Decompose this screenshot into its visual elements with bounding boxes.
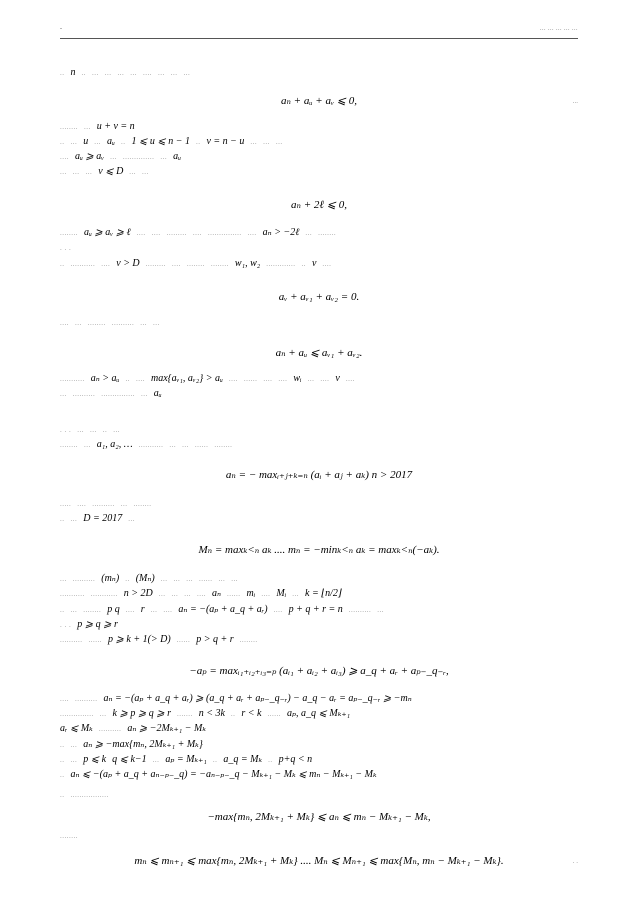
header-right: ... ... ... ... ... xyxy=(540,26,578,32)
text-fragment: ......... xyxy=(145,260,166,268)
inline-math: p+q < n xyxy=(278,754,313,765)
text-fragment: ... xyxy=(117,69,125,77)
text-fragment: ... xyxy=(70,606,78,614)
text-fragment: .... xyxy=(163,606,173,614)
text-fragment: .. xyxy=(212,756,218,764)
text-fragment: .... xyxy=(101,260,111,268)
text-fragment: .... xyxy=(345,375,355,383)
text-fragment: ... xyxy=(377,606,384,614)
text-fragment: ...... xyxy=(243,375,258,383)
text-fragment: ............... xyxy=(60,710,94,718)
text-line xyxy=(60,497,578,511)
text-fragment: .... xyxy=(171,260,181,268)
text-line xyxy=(60,512,578,526)
inline-math: n xyxy=(70,67,76,78)
text-fragment: .. xyxy=(60,515,65,523)
text-line xyxy=(60,829,578,843)
display-equation xyxy=(60,288,578,306)
text-fragment: . . . xyxy=(60,244,72,252)
inline-math: (mₙ) xyxy=(101,573,120,584)
inline-math: (Mₙ) xyxy=(135,573,155,584)
display-equation xyxy=(60,662,578,680)
text-line xyxy=(60,738,578,752)
text-fragment: .. xyxy=(120,138,126,146)
text-fragment: .. xyxy=(125,375,130,383)
text-fragment: ...... xyxy=(198,575,213,583)
header-rule xyxy=(60,38,578,39)
text-fragment: .... xyxy=(125,606,135,614)
display-equation xyxy=(60,808,578,826)
inline-math: aₙ ⩾ −2Mₖ₊₁ − Mₖ xyxy=(127,723,206,734)
text-fragment: . . . xyxy=(60,621,72,629)
text-fragment: .... xyxy=(278,375,288,383)
text-fragment: .... xyxy=(228,375,238,383)
text-fragment: ... xyxy=(140,319,147,327)
text-fragment: .... xyxy=(261,590,271,598)
text-fragment: ........... xyxy=(138,441,164,449)
inline-math: p q xyxy=(107,604,120,615)
text-fragment: .. xyxy=(60,69,65,77)
text-fragment: .... xyxy=(322,260,332,268)
inline-math: p ⩾ k + 1(> D) xyxy=(108,634,171,645)
text-fragment: ... xyxy=(84,123,91,131)
inline-math: aᵤ ⩾ aᵥ xyxy=(75,151,105,162)
equation-text: aₙ + 2ℓ ⩽ 0, xyxy=(291,199,347,211)
text-fragment: ........ xyxy=(83,606,102,614)
text-fragment: ... xyxy=(182,441,189,449)
inline-math: p > q + r xyxy=(196,634,234,645)
inline-math: r xyxy=(140,604,145,615)
equation-text: Mₙ = maxₖ<ₙ aₖ .... mₙ = −minₖ<ₙ aₖ = maxₖ<ₙ(−aₖ). xyxy=(198,544,440,556)
header-left: - xyxy=(60,26,62,32)
equation-text: aₙ + aᵤ ⩽ aᵥ₁ + aᵥ₂. xyxy=(275,347,363,359)
text-fragment: ....... xyxy=(176,710,193,718)
text-fragment: .......... xyxy=(348,606,372,614)
inline-math: a₁, a₂, … xyxy=(96,439,133,450)
text-line xyxy=(60,135,578,149)
text-fragment: . . . xyxy=(60,426,72,434)
text-fragment: ... xyxy=(186,575,193,583)
text-fragment: ... xyxy=(72,168,80,176)
text-fragment: ........ xyxy=(239,636,258,644)
inline-math: aₚ = Mₖ₊₁ xyxy=(165,754,207,765)
text-line xyxy=(60,753,578,767)
text-fragment: ... xyxy=(70,138,78,146)
display-equation xyxy=(60,541,578,559)
inline-math: aᵤ xyxy=(153,388,162,399)
inline-math: n > 2D xyxy=(123,588,153,599)
text-fragment: ... xyxy=(160,153,168,161)
text-fragment: .. xyxy=(230,710,236,718)
inline-math: k = ⌊n/2⌋ xyxy=(305,588,342,599)
text-fragment: ... xyxy=(75,319,82,327)
text-fragment: ........ xyxy=(186,260,205,268)
text-fragment: .... xyxy=(60,319,69,327)
text-fragment: ............... xyxy=(101,390,135,398)
inline-math: v ⩽ D xyxy=(98,166,124,177)
text-fragment: ... xyxy=(70,515,78,523)
text-fragment: .............. xyxy=(122,153,155,161)
text-fragment: ... xyxy=(70,756,78,764)
text-fragment: .... xyxy=(320,375,330,383)
text-fragment: ... xyxy=(231,575,238,583)
text-fragment: ... xyxy=(141,390,148,398)
text-fragment: ........ xyxy=(210,260,229,268)
text-line xyxy=(60,372,578,386)
inline-math: max{aᵥ₁, aᵥ₂} > aᵤ xyxy=(150,373,223,384)
text-line xyxy=(60,423,578,437)
inline-math: v xyxy=(335,373,340,384)
inline-math: 1 ⩽ u ⩽ n − 1 xyxy=(131,136,190,147)
text-line xyxy=(60,722,578,736)
text-fragment: .... xyxy=(192,229,202,237)
display-equation xyxy=(60,344,578,362)
text-fragment: .... xyxy=(135,375,145,383)
inline-math: r < k xyxy=(241,708,262,719)
text-fragment: .... xyxy=(263,375,273,383)
text-fragment: ... xyxy=(60,390,67,398)
text-fragment: .. xyxy=(60,741,65,749)
text-fragment: .. xyxy=(195,138,201,146)
text-line xyxy=(60,572,578,586)
inline-math: aₙ ⩽ −(aₚ + a_q + aₙ₋ₚ₋_q) = −aₙ₋ₚ₋_q − Mₖ₊₁ − Mₖ ⩽ mₙ − Mₖ₊₁ − Mₖ xyxy=(70,769,377,780)
text-fragment: .... xyxy=(143,69,152,77)
inline-math: p ⩽ k xyxy=(83,754,107,765)
equation-tag: . . xyxy=(572,857,578,865)
text-fragment: ..... xyxy=(60,500,72,508)
text-fragment: .... xyxy=(196,590,206,598)
inline-math: wᵢ xyxy=(293,373,302,384)
equation-text: −max{mₙ, 2Mₖ₊₁ + Mₖ} ⩽ aₙ ⩽ mₙ − Mₖ₊₁ − Mₖ, xyxy=(207,811,431,823)
text-fragment: .... xyxy=(151,229,161,237)
text-fragment: ...... xyxy=(227,590,241,598)
text-fragment: .......... xyxy=(98,725,122,733)
text-fragment: ...... xyxy=(267,710,281,718)
inline-math: aᵣ ⩽ Mₖ xyxy=(60,723,93,734)
text-fragment: ............... xyxy=(207,229,242,237)
text-line xyxy=(60,438,578,452)
text-fragment: ........ xyxy=(60,832,78,840)
text-fragment: ........ xyxy=(60,441,78,449)
inline-math: p + q + r = n xyxy=(288,604,343,615)
inline-math: v > D xyxy=(116,258,140,269)
text-line xyxy=(60,692,578,706)
inline-math: aₙ > −2ℓ xyxy=(262,227,300,238)
text-fragment: .......... xyxy=(60,636,83,644)
text-fragment: .... xyxy=(247,229,257,237)
text-fragment: .. xyxy=(125,575,130,583)
text-fragment: ........ xyxy=(318,229,337,237)
text-fragment: ... xyxy=(171,590,179,598)
text-fragment: ...... xyxy=(194,441,209,449)
text-line xyxy=(60,165,578,179)
text-line xyxy=(60,150,578,164)
text-fragment: ... xyxy=(77,426,84,434)
inline-math: aₙ > aᵤ xyxy=(90,373,120,384)
text-line xyxy=(60,788,578,802)
text-fragment: ...... xyxy=(176,636,191,644)
inline-math: v = n − u xyxy=(206,136,245,147)
display-equation xyxy=(60,196,578,214)
text-fragment: .. xyxy=(268,756,273,764)
inline-math: aₙ = −(aₚ + a_q + aᵣ) xyxy=(178,604,268,615)
text-fragment: .......... xyxy=(92,500,115,508)
text-fragment: ... xyxy=(263,138,270,146)
inline-math: aₙ xyxy=(211,588,222,599)
text-fragment: ... xyxy=(275,138,283,146)
text-fragment: ........... xyxy=(60,375,85,383)
text-fragment: .. xyxy=(60,791,65,799)
text-fragment: ........ xyxy=(133,500,152,508)
equation-text: aᵥ + aᵥ₁ + aᵥ₂ = 0. xyxy=(278,291,360,303)
inline-math: aᵤ xyxy=(107,136,115,147)
text-fragment: ... xyxy=(158,590,166,598)
text-fragment: ... xyxy=(113,426,120,434)
inline-math: aₚ, a_q ⩽ Mₖ₊₁ xyxy=(286,708,351,719)
text-line xyxy=(60,633,578,647)
text-line xyxy=(60,226,578,240)
text-fragment: .... xyxy=(77,500,87,508)
inline-math: D = 2017 xyxy=(83,513,123,524)
text-fragment: ... xyxy=(84,441,91,449)
text-fragment: .... xyxy=(136,229,146,237)
text-fragment: ............. xyxy=(266,260,296,268)
text-line xyxy=(60,241,578,255)
equation-text: −aₚ = maxᵢ₁₊ᵢ₂₊ᵢ₃₌ₚ (aᵢ₁ + aᵢ₂ + aᵢ₃) ⩾ a_q + aᵣ + aₚ₋_q₋ᵣ, xyxy=(189,665,449,677)
text-fragment: ... xyxy=(120,500,128,508)
text-fragment: ... xyxy=(94,138,101,146)
text-fragment: .. xyxy=(81,69,86,77)
text-fragment: ... xyxy=(142,168,149,176)
inline-math: aₙ = −(aₚ + a_q + aᵣ) ⩾ (a_q + aᵣ + aₚ₋_q₋ᵣ) − a_q − aᵣ = aₚ₋_q₋ᵣ ⩾ −mₙ xyxy=(103,693,412,704)
text-fragment: ... xyxy=(183,69,191,77)
text-fragment: .......... xyxy=(72,575,96,583)
text-fragment: .. xyxy=(60,606,65,614)
text-line xyxy=(60,316,578,330)
text-fragment: ........... xyxy=(70,260,96,268)
text-fragment: .......... xyxy=(72,390,96,398)
text-fragment: ... xyxy=(184,590,191,598)
text-line xyxy=(60,120,578,134)
text-fragment: .. xyxy=(60,138,65,146)
display-equation xyxy=(60,92,578,110)
text-fragment: .. xyxy=(60,260,65,268)
text-fragment: ... xyxy=(60,168,67,176)
text-line xyxy=(60,603,578,617)
text-line xyxy=(60,618,578,632)
text-fragment: .......... xyxy=(111,319,135,327)
text-fragment: ... xyxy=(85,168,93,176)
inline-math: u xyxy=(83,136,89,147)
text-fragment: ... xyxy=(160,575,168,583)
inline-math: aₙ ⩾ −max{mₙ, 2Mₖ₊₁ + Mₖ} xyxy=(83,739,203,750)
text-fragment: ... xyxy=(307,375,315,383)
inline-math: k ⩾ p ⩾ q ⩾ r xyxy=(112,708,171,719)
text-fragment: .. xyxy=(60,771,65,779)
text-fragment: ... xyxy=(104,69,112,77)
text-fragment: ... xyxy=(250,138,258,146)
equation-text: aₙ = − maxᵢ₊ⱼ₊ₖ₌ₙ (aᵢ + aⱼ + aₖ) n > 2017 xyxy=(225,469,413,481)
text-fragment: ........ xyxy=(87,319,106,327)
inline-math: a_q = Mₖ xyxy=(223,754,263,765)
inline-math: v xyxy=(311,258,317,269)
display-equation xyxy=(60,466,578,484)
inline-math: aᵤ xyxy=(173,151,182,162)
page-header xyxy=(60,26,578,40)
text-fragment: ... xyxy=(130,69,137,77)
text-fragment: .... xyxy=(60,695,69,703)
equation-tag: ... xyxy=(572,97,578,105)
inline-math: u + v = n xyxy=(96,121,135,132)
text-fragment: ... xyxy=(90,426,97,434)
text-fragment: ... xyxy=(70,741,78,749)
inline-math: Mᵢ xyxy=(276,588,287,599)
text-fragment: ... xyxy=(305,229,313,237)
inline-math: aᵤ ⩾ aᵥ ⩾ ℓ xyxy=(84,227,131,238)
text-fragment: ........ xyxy=(60,229,78,237)
text-line xyxy=(60,707,578,721)
text-fragment: .......... xyxy=(75,695,98,703)
inline-math: mᵢ xyxy=(246,588,256,599)
inline-math: q ⩽ k−1 xyxy=(112,754,147,765)
text-fragment: ......... xyxy=(166,229,187,237)
text-fragment: ... xyxy=(152,756,160,764)
text-fragment: ... xyxy=(169,441,177,449)
text-fragment: ... xyxy=(129,168,137,176)
text-fragment: ... xyxy=(150,606,158,614)
text-fragment: ... xyxy=(292,590,300,598)
text-fragment: ............ xyxy=(90,590,118,598)
text-line xyxy=(60,66,578,80)
text-fragment: ... xyxy=(173,575,181,583)
text-fragment: ........ xyxy=(60,123,78,131)
text-fragment: ... xyxy=(110,153,117,161)
inline-math: n < 3k xyxy=(198,708,225,719)
text-fragment: ... xyxy=(99,710,107,718)
text-fragment: ... xyxy=(128,515,135,523)
text-line xyxy=(60,257,578,271)
text-fragment: ... xyxy=(153,319,160,327)
text-line xyxy=(60,768,578,782)
text-fragment: ... xyxy=(92,69,99,77)
text-fragment: .. xyxy=(301,260,306,268)
text-fragment: .. xyxy=(102,426,108,434)
text-fragment: .... xyxy=(60,153,69,161)
text-line xyxy=(60,587,578,601)
text-fragment: ... xyxy=(158,69,165,77)
text-fragment: .... xyxy=(273,606,283,614)
text-fragment: ... xyxy=(218,575,226,583)
text-fragment: ... xyxy=(170,69,178,77)
equation-text: mₙ ⩽ mₙ₊₁ ⩽ max{mₙ, 2Mₖ₊₁ + Mₖ} .... Mₙ ⩽ Mₙ₊₁ ⩽ max{Mₙ, mₙ − Mₖ₊₁ − Mₖ}. xyxy=(134,855,504,867)
inline-math: p ⩾ q ⩾ r xyxy=(77,619,118,630)
text-fragment: ...... xyxy=(88,636,102,644)
text-fragment: ........... xyxy=(60,590,85,598)
display-equation xyxy=(60,852,578,870)
text-fragment: ................. xyxy=(70,791,109,799)
text-fragment: .. xyxy=(60,756,65,764)
text-fragment: ... xyxy=(60,575,67,583)
text-line xyxy=(60,387,578,401)
text-fragment: ........ xyxy=(214,441,233,449)
inline-math: w₁, w₂ xyxy=(234,258,261,269)
equation-text: aₙ + aᵤ + aᵥ ⩽ 0, xyxy=(280,95,358,107)
